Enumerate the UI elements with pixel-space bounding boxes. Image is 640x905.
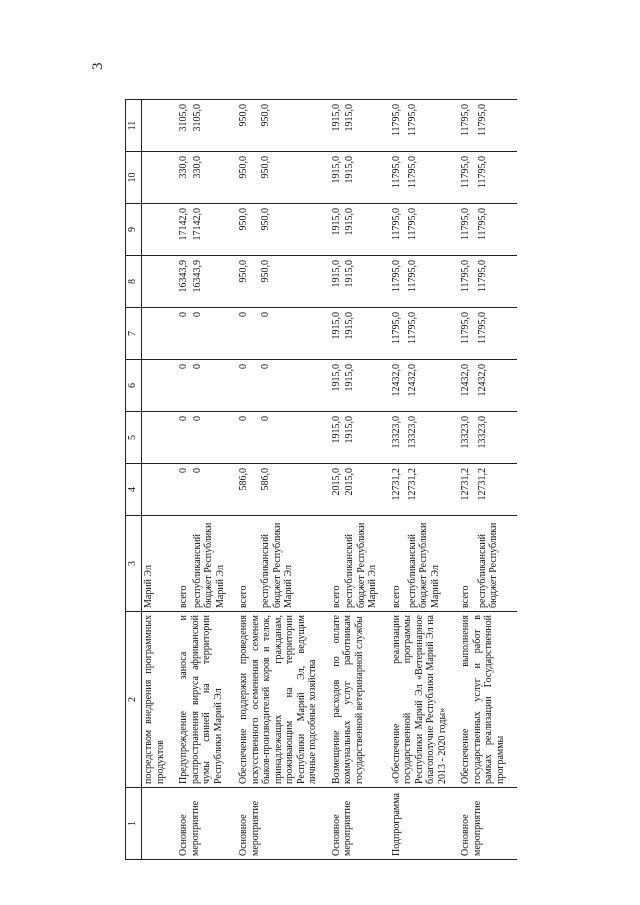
value-cell: 11795,0 (459, 100, 476, 152)
spacer-cell (449, 516, 459, 612)
value-cell (142, 100, 168, 152)
funding-source: республиканский бюджет Республики Марий Эл (259, 516, 319, 612)
spacer-cell (167, 788, 177, 860)
table-row (237, 100, 259, 860)
spacer-cell (449, 412, 459, 464)
spacer-cell (320, 256, 330, 308)
funding-source: Марий Эл (142, 516, 168, 612)
spacer-cell (380, 100, 390, 152)
spacer-cell (227, 256, 237, 308)
value-cell: 1915,0 (343, 256, 380, 308)
value-cell: 1915,0 (343, 204, 380, 256)
column-header-9: 9 (126, 204, 142, 256)
value-cell: 0 (191, 464, 228, 516)
spacer-cell (507, 204, 517, 256)
table-row (330, 100, 344, 860)
column-header-6: 6 (126, 360, 142, 412)
spacer-cell (380, 516, 390, 612)
row-type: Подпрограмма (390, 788, 450, 860)
spacer-cell (507, 360, 517, 412)
spacer-cell (449, 308, 459, 360)
value-cell: 0 (177, 308, 191, 360)
value-cell: 11795,0 (406, 308, 449, 360)
spacer-cell (227, 308, 237, 360)
value-cell (142, 256, 168, 308)
spacer-cell (507, 788, 517, 860)
value-cell (142, 412, 168, 464)
budget-table (125, 99, 517, 860)
value-cell: 950,0 (259, 152, 319, 204)
row-description: Возмещение расходов по оплате коммунальных услуг работникам государственной ветеринарной службы (330, 612, 380, 788)
value-cell: 0 (191, 360, 228, 412)
spacer-cell (167, 360, 177, 412)
spacer-cell (320, 204, 330, 256)
value-cell: 0 (191, 412, 228, 464)
value-cell: 12731,2 (390, 464, 406, 516)
spacer-cell (380, 204, 390, 256)
funding-source: всего (459, 516, 476, 612)
value-cell: 0 (237, 360, 259, 412)
value-cell: 0 (237, 412, 259, 464)
row-description: Обеспечение поддержки проведения искусственного осеменения семенем быков-производителей коров и телок, принадлежащих гражданам, проживающим на территории Республики Марий Эл, ведущим личные подсобные хозяйства (237, 612, 320, 788)
value-cell: 950,0 (237, 100, 259, 152)
value-cell: 0 (259, 360, 319, 412)
funding-source: республиканский бюджет Республики (476, 516, 507, 612)
value-cell: 11795,0 (406, 100, 449, 152)
value-cell: 11795,0 (406, 256, 449, 308)
row-type (142, 788, 168, 860)
value-cell: 330,0 (177, 152, 191, 204)
value-cell: 1915,0 (330, 308, 344, 360)
funding-source: всего (390, 516, 406, 612)
row-type: Основное мероприятие (459, 788, 507, 860)
value-cell: 11795,0 (390, 204, 406, 256)
value-cell: 11795,0 (390, 152, 406, 204)
spacer-cell (449, 464, 459, 516)
row-type: Основное мероприятие (330, 788, 380, 860)
row-description: «Обеспечение реализации государственной программы Республики Марий Эл «Ветеринарное благополучие Республики Марий Эл на 2013 - 2020 годы» (390, 612, 450, 788)
spacer-cell (227, 516, 237, 612)
column-header-3: 3 (126, 516, 142, 612)
value-cell: 1915,0 (343, 360, 380, 412)
value-cell: 0 (177, 360, 191, 412)
spacer-cell (320, 100, 330, 152)
value-cell (142, 464, 168, 516)
value-cell: 586,0 (237, 464, 259, 516)
value-cell: 11795,0 (406, 152, 449, 204)
value-cell: 11795,0 (459, 256, 476, 308)
value-cell: 950,0 (237, 256, 259, 308)
value-cell: 11795,0 (390, 256, 406, 308)
spacer-cell (449, 256, 459, 308)
spacer-cell (380, 788, 390, 860)
spacer-cell (380, 612, 390, 788)
value-cell: 17142,0 (177, 204, 191, 256)
value-cell: 11795,0 (476, 204, 507, 256)
value-cell: 3105,0 (191, 100, 228, 152)
value-cell: 13323,0 (390, 412, 406, 464)
value-cell: 1915,0 (330, 204, 344, 256)
value-cell: 950,0 (259, 256, 319, 308)
table-row (142, 100, 168, 860)
spacer-cell (449, 360, 459, 412)
value-cell: 0 (177, 464, 191, 516)
value-cell: 13323,0 (459, 412, 476, 464)
value-cell: 12432,0 (406, 360, 449, 412)
spacer-cell (380, 464, 390, 516)
value-cell: 1915,0 (343, 100, 380, 152)
value-cell: 0 (259, 412, 319, 464)
spacer-cell (380, 152, 390, 204)
spacer-cell (167, 308, 177, 360)
spacer-cell (167, 412, 177, 464)
value-cell (142, 360, 168, 412)
spacer-cell (507, 612, 517, 788)
value-cell: 586,0 (259, 464, 319, 516)
row-spacer (449, 100, 459, 860)
table-row (390, 100, 406, 860)
funding-source: всего (237, 516, 259, 612)
value-cell: 0 (177, 412, 191, 464)
spacer-cell (320, 788, 330, 860)
spacer-cell (227, 152, 237, 204)
table-row (459, 100, 476, 860)
value-cell: 0 (191, 308, 228, 360)
row-type: Основное мероприятие (177, 788, 227, 860)
row-spacer (227, 100, 237, 860)
value-cell: 13323,0 (476, 412, 507, 464)
value-cell (142, 204, 168, 256)
funding-source: республиканский бюджет Республики Марий Эл (191, 516, 228, 612)
value-cell: 12432,0 (459, 360, 476, 412)
column-header-4: 4 (126, 464, 142, 516)
value-cell: 11795,0 (476, 152, 507, 204)
row-spacer (380, 100, 390, 860)
funding-source: всего (330, 516, 344, 612)
spacer-cell (167, 612, 177, 788)
spacer-cell (507, 308, 517, 360)
value-cell: 2015,0 (330, 464, 344, 516)
spacer-cell (320, 412, 330, 464)
value-cell: 11795,0 (390, 308, 406, 360)
spacer-cell (507, 100, 517, 152)
spacer-cell (449, 152, 459, 204)
funding-source: республиканский бюджет Республики Марий Эл (343, 516, 380, 612)
spacer-cell (449, 788, 459, 860)
spacer-cell (167, 100, 177, 152)
value-cell: 2015,0 (343, 464, 380, 516)
value-cell (142, 152, 168, 204)
spacer-cell (227, 360, 237, 412)
value-cell: 12731,2 (476, 464, 507, 516)
value-cell: 16343,9 (177, 256, 191, 308)
spacer-cell (167, 152, 177, 204)
spacer-cell (320, 308, 330, 360)
value-cell (142, 308, 168, 360)
spacer-cell (507, 464, 517, 516)
column-header-11: 11 (126, 100, 142, 152)
rotated-table-container (125, 100, 575, 860)
row-description: посредством внедрения программных продуктов (142, 612, 168, 788)
spacer-cell (380, 256, 390, 308)
column-header-2: 2 (126, 612, 142, 788)
value-cell: 11795,0 (390, 100, 406, 152)
spacer-cell (380, 412, 390, 464)
value-cell: 950,0 (237, 204, 259, 256)
value-cell: 1915,0 (343, 152, 380, 204)
row-description: Обеспечение выполнения государственных услуг и работ в рамках реализации Государственной программы (459, 612, 507, 788)
value-cell: 12432,0 (476, 360, 507, 412)
spacer-cell (449, 612, 459, 788)
row-spacer (507, 100, 517, 860)
value-cell: 1915,0 (343, 412, 380, 464)
header-row (126, 100, 142, 860)
value-cell: 0 (237, 308, 259, 360)
value-cell: 1915,0 (330, 100, 344, 152)
spacer-cell (449, 100, 459, 152)
page-number: 3 (90, 62, 106, 70)
spacer-cell (320, 612, 330, 788)
value-cell: 11795,0 (459, 152, 476, 204)
spacer-cell (320, 464, 330, 516)
value-cell: 330,0 (191, 152, 228, 204)
row-description: Предупреждение заноса и распространения вируса африканской чумы свиней на территории Республики Марий Эл (177, 612, 227, 788)
spacer-cell (227, 412, 237, 464)
spacer-cell (380, 360, 390, 412)
funding-source: республиканский бюджет Республики Марий Эл (406, 516, 449, 612)
spacer-cell (507, 256, 517, 308)
row-spacer (320, 100, 330, 860)
value-cell: 1915,0 (330, 360, 344, 412)
spacer-cell (167, 516, 177, 612)
value-cell: 1915,0 (343, 308, 380, 360)
spacer-cell (227, 464, 237, 516)
table-row (177, 100, 191, 860)
spacer-cell (449, 204, 459, 256)
value-cell: 12731,2 (459, 464, 476, 516)
column-header-8: 8 (126, 256, 142, 308)
funding-source: всего (177, 516, 191, 612)
value-cell: 11795,0 (406, 204, 449, 256)
value-cell: 11795,0 (459, 308, 476, 360)
spacer-cell (167, 256, 177, 308)
value-cell: 0 (259, 308, 319, 360)
spacer-cell (227, 204, 237, 256)
spacer-cell (320, 152, 330, 204)
row-spacer (167, 100, 177, 860)
spacer-cell (227, 100, 237, 152)
value-cell: 12432,0 (390, 360, 406, 412)
value-cell: 17142,0 (191, 204, 228, 256)
spacer-cell (227, 788, 237, 860)
spacer-cell (507, 412, 517, 464)
value-cell: 950,0 (259, 100, 319, 152)
spacer-cell (167, 464, 177, 516)
spacer-cell (227, 612, 237, 788)
value-cell: 12731,2 (406, 464, 449, 516)
column-header-1: 1 (126, 788, 142, 860)
column-header-7: 7 (126, 308, 142, 360)
spacer-cell (320, 360, 330, 412)
spacer-cell (507, 516, 517, 612)
value-cell: 1915,0 (330, 412, 344, 464)
column-header-10: 10 (126, 152, 142, 204)
row-type: Основное мероприятие (237, 788, 320, 860)
value-cell: 950,0 (259, 204, 319, 256)
value-cell: 950,0 (237, 152, 259, 204)
value-cell: 11795,0 (459, 204, 476, 256)
value-cell: 13323,0 (406, 412, 449, 464)
spacer-cell (380, 308, 390, 360)
spacer-cell (167, 204, 177, 256)
value-cell: 11795,0 (476, 308, 507, 360)
spacer-cell (320, 516, 330, 612)
value-cell: 11795,0 (476, 100, 507, 152)
column-header-5: 5 (126, 412, 142, 464)
value-cell: 11795,0 (476, 256, 507, 308)
table-body (142, 100, 518, 860)
value-cell: 16343,9 (191, 256, 228, 308)
value-cell: 1915,0 (330, 152, 344, 204)
spacer-cell (507, 152, 517, 204)
value-cell: 1915,0 (330, 256, 344, 308)
value-cell: 3105,0 (177, 100, 191, 152)
